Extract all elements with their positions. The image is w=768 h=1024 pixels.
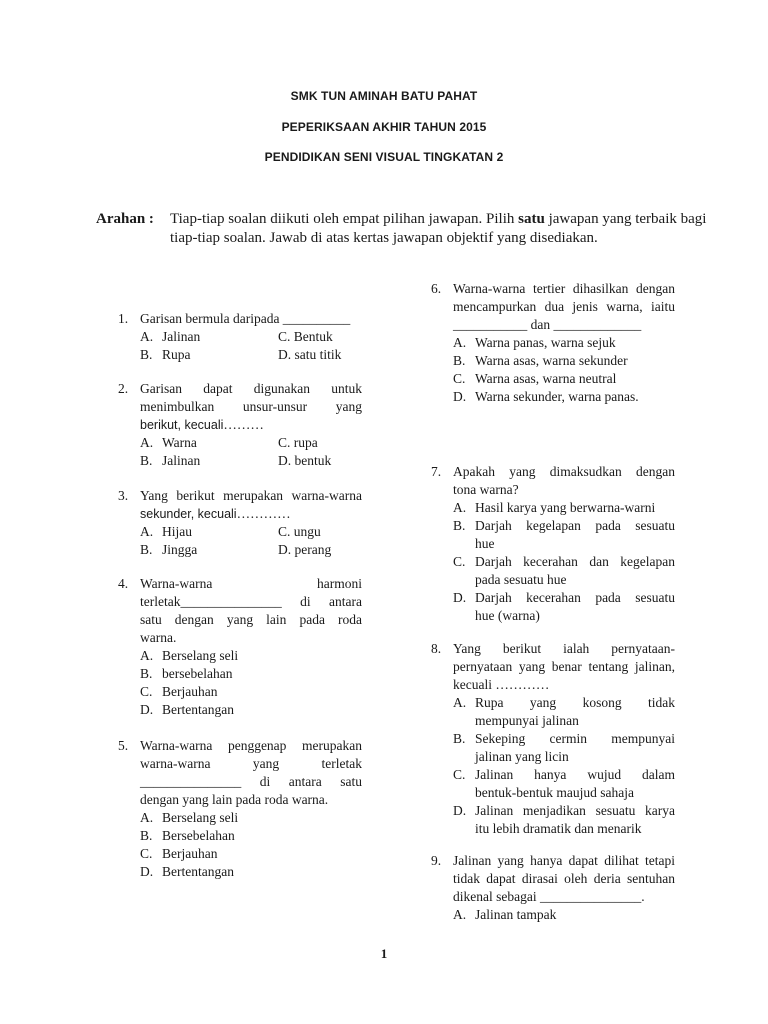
option-letter: C. (140, 684, 153, 699)
option-text (475, 499, 675, 517)
option-text (475, 802, 675, 838)
option-text-line: pada sesuatu hue (475, 572, 567, 587)
question-8 (431, 640, 675, 838)
option-letter: A. (140, 435, 154, 450)
question-stem-line: Warna-warna harmoni (140, 576, 362, 591)
options-list (453, 334, 675, 406)
option-text: Rupa (162, 347, 191, 362)
option-text (475, 766, 675, 802)
option-text: Jingga (162, 542, 198, 557)
option-text-line: hue (475, 536, 495, 551)
option-text: Warna asas, warna sekunder (475, 353, 628, 368)
subject-title: PENDIDIKAN SENI VISUAL TINGKATAN 2 (264, 150, 504, 164)
page-number: 1 (380, 946, 388, 961)
stem-text: sekunder, kecuali (140, 507, 237, 521)
options-list (140, 647, 362, 719)
option-text-line: Darjah kecerahan dan kegelapan (475, 554, 675, 569)
option-letter: C. (453, 767, 466, 782)
options-grid (140, 328, 362, 364)
question-stem-line: Warna-warna penggenap merupakan (140, 738, 362, 753)
option-b[interactable] (453, 352, 675, 370)
option-b[interactable] (140, 346, 278, 364)
question-number: 9. (431, 853, 442, 868)
question-stem-line: warna. (140, 630, 177, 645)
option-d[interactable] (453, 802, 675, 838)
option-d[interactable] (140, 863, 362, 881)
option-text: Warna asas, warna neutral (475, 371, 617, 386)
question-stem-line: _______________ di antara satu (140, 774, 362, 789)
option-letter: A. (140, 329, 154, 344)
option-letter: B. (453, 731, 466, 746)
option-a[interactable] (453, 694, 675, 730)
option-letter: A. (453, 907, 467, 922)
option-letter: C. (140, 846, 153, 861)
option-letter: A. (140, 810, 154, 825)
question-stem-line: warna-warna yang terletak (140, 756, 362, 771)
option-a[interactable] (140, 434, 278, 452)
question-stem-line: Yang berikut ialah pernyataan- (453, 641, 675, 656)
option-letter: D. (453, 389, 467, 404)
option-text (475, 517, 675, 553)
question-6 (431, 280, 675, 406)
option-text: Bertentangan (162, 864, 234, 879)
option-text-line: Jalinan hanya wujud dalam (475, 767, 675, 782)
option-letter: A. (453, 695, 467, 710)
stem-text: berikut, kecuali (140, 418, 224, 432)
question-stem-line: dengan yang lain pada roda warna. (140, 792, 329, 807)
option-b[interactable] (140, 827, 362, 845)
question-stem-line: mencampurkan dua jenis warna, iaitu (453, 299, 675, 314)
option-text: Berselang seli (162, 648, 239, 663)
option-c[interactable] (140, 683, 362, 701)
option-text (475, 589, 675, 625)
option-b[interactable] (453, 730, 675, 766)
option-text: Warna (162, 435, 197, 450)
option-d[interactable]: D. bentuk (278, 453, 332, 468)
option-text-line: mempunyai jalinan (475, 713, 579, 728)
option-text-line: Darjah kecerahan pada sesuatu (475, 590, 675, 605)
question-stem-line: Yang berikut merupakan warna-warna (140, 488, 362, 503)
option-letter: B. (140, 666, 153, 681)
options-list (453, 499, 675, 625)
option-text (475, 553, 675, 589)
instructions-text-before: Tiap-tiap soalan diikuti oleh empat pilihan jawapan. Pilih (170, 211, 515, 227)
option-d[interactable] (453, 388, 675, 406)
option-letter: A. (140, 524, 154, 539)
option-letter: D. (453, 590, 467, 605)
option-letter: C. (453, 371, 466, 386)
exam-title: PEPERIKSAAN AKHIR TAHUN 2015 (281, 120, 487, 134)
option-letter: D. (453, 803, 467, 818)
question-7 (431, 463, 675, 625)
stem-text: kecuali (453, 677, 492, 692)
option-text: Berselang seli (162, 810, 239, 825)
option-text-line: hue (warna) (475, 608, 540, 623)
question-number: 6. (431, 281, 442, 296)
question-stem-line: ___________ dan _____________ (453, 317, 642, 332)
question-stem-line: Apakah yang dimaksudkan dengan (453, 464, 675, 479)
option-text: Hijau (162, 524, 192, 539)
option-text-line: itu lebih dramatik dan menarik (475, 821, 642, 836)
option-letter: D. (140, 702, 154, 717)
option-text: Warna sekunder, warna panas. (475, 389, 639, 404)
option-b[interactable] (140, 665, 362, 683)
option-letter: C. (453, 554, 466, 569)
stem-dots: ………… (495, 677, 550, 692)
question-stem-line (140, 416, 362, 434)
stem-dots: ………… (236, 506, 291, 521)
option-letter: B. (140, 542, 153, 557)
option-letter: A. (453, 335, 467, 350)
question-1 (118, 310, 362, 364)
option-text: Berjauhan (162, 846, 218, 861)
options-list (453, 694, 675, 838)
question-4 (118, 575, 362, 719)
question-number: 5. (118, 738, 129, 753)
option-letter: A. (453, 500, 467, 515)
option-a[interactable] (453, 334, 675, 352)
option-text: bersebelahan (162, 666, 233, 681)
option-text-line: jalinan yang licin (475, 749, 569, 764)
option-letter: B. (140, 828, 153, 843)
option-a[interactable] (453, 906, 675, 924)
instructions-text (170, 210, 710, 248)
option-a[interactable] (140, 809, 362, 827)
option-text (475, 694, 675, 730)
school-name: SMK TUN AMINAH BATU PAHAT (290, 89, 478, 103)
option-a[interactable] (140, 328, 278, 346)
question-2 (118, 380, 362, 470)
question-stem-line: tidak dapat dirasai oleh deria sentuhan (453, 871, 675, 886)
option-letter: A. (140, 648, 154, 663)
option-letter: B. (453, 353, 466, 368)
option-letter: B. (140, 453, 153, 468)
option-c[interactable] (453, 766, 675, 802)
option-text-line: bentuk-bentuk maujud sahaja (475, 785, 634, 800)
question-stem-line: terletak_______________ di antara (140, 594, 362, 609)
option-c[interactable] (140, 845, 362, 863)
option-text-line: Sekeping cermin mempunyai (475, 731, 675, 746)
option-c[interactable] (453, 370, 675, 388)
question-stem-line (140, 505, 362, 523)
option-text: Bersebelahan (162, 828, 235, 843)
question-stem-line: menimbulkan unsur-unsur yang (140, 399, 362, 414)
option-a[interactable] (140, 523, 278, 541)
option-c[interactable]: C. rupa (278, 435, 318, 450)
option-text-line: Darjah kegelapan pada sesuatu (475, 518, 675, 533)
option-c[interactable]: C. Bentuk (278, 329, 333, 344)
option-b[interactable] (140, 541, 278, 559)
option-d[interactable]: D. perang (278, 542, 332, 557)
option-text: Warna panas, warna sejuk (475, 335, 616, 350)
option-c[interactable] (453, 553, 675, 589)
stem-dots: ……… (223, 417, 264, 432)
question-stem-line: Warna-warna tertier dihasilkan dengan (453, 281, 675, 296)
option-text-line: Hasil karya yang berwarna-warni (475, 500, 656, 515)
instructions-bold-word: satu (518, 211, 545, 227)
question-3 (118, 487, 362, 559)
options-grid (140, 523, 362, 559)
option-d[interactable] (140, 701, 362, 719)
option-text: Jalinan (162, 453, 201, 468)
option-text (475, 730, 675, 766)
option-a[interactable] (453, 499, 675, 517)
option-text: Jalinan tampak (475, 907, 557, 922)
options-list (453, 906, 675, 924)
instructions-label: Arahan : (96, 211, 154, 227)
question-stem: Garisan bermula daripada __________ (140, 311, 351, 326)
option-b[interactable] (453, 517, 675, 553)
question-stem-line: dikenal sebagai _______________. (453, 889, 645, 904)
question-stem-line: Jalinan yang hanya dapat dilihat tetapi (453, 853, 675, 868)
instructions-text-after: jawapan yang terbaik bagi tiap-tiap soalan. Jawab di atas kertas jawapan objektif yang disediakan. (170, 211, 707, 246)
option-letter: B. (140, 347, 153, 362)
question-stem-line: pernyataan yang benar tentang jalinan, (453, 659, 675, 674)
question-number: 1. (118, 311, 129, 326)
question-stem-line (453, 676, 675, 694)
option-a[interactable] (140, 647, 362, 665)
question-number: 8. (431, 641, 442, 656)
options-grid (140, 434, 362, 470)
question-stem-line: Garisan dapat digunakan untuk (140, 381, 362, 396)
option-text: Jalinan (162, 329, 201, 344)
question-number: 2. (118, 381, 129, 396)
question-number: 7. (431, 464, 442, 479)
question-9 (431, 852, 675, 924)
option-b[interactable] (140, 452, 278, 470)
question-stem-line: satu dengan yang lain pada roda (140, 612, 362, 627)
option-c[interactable]: C. ungu (278, 524, 321, 539)
option-d[interactable] (453, 589, 675, 625)
options-list (140, 809, 362, 881)
option-text-line: Jalinan menjadikan sesuatu karya (475, 803, 675, 818)
option-letter: B. (453, 518, 466, 533)
question-number: 4. (118, 576, 129, 591)
option-d[interactable]: D. satu titik (278, 347, 342, 362)
question-5 (118, 737, 362, 881)
option-text: Berjauhan (162, 684, 218, 699)
option-letter: D. (140, 864, 154, 879)
question-stem-line: tona warna? (453, 482, 519, 497)
question-number: 3. (118, 488, 129, 503)
option-text: Bertentangan (162, 702, 234, 717)
option-text-line: Rupa yang kosong tidak (475, 695, 675, 710)
